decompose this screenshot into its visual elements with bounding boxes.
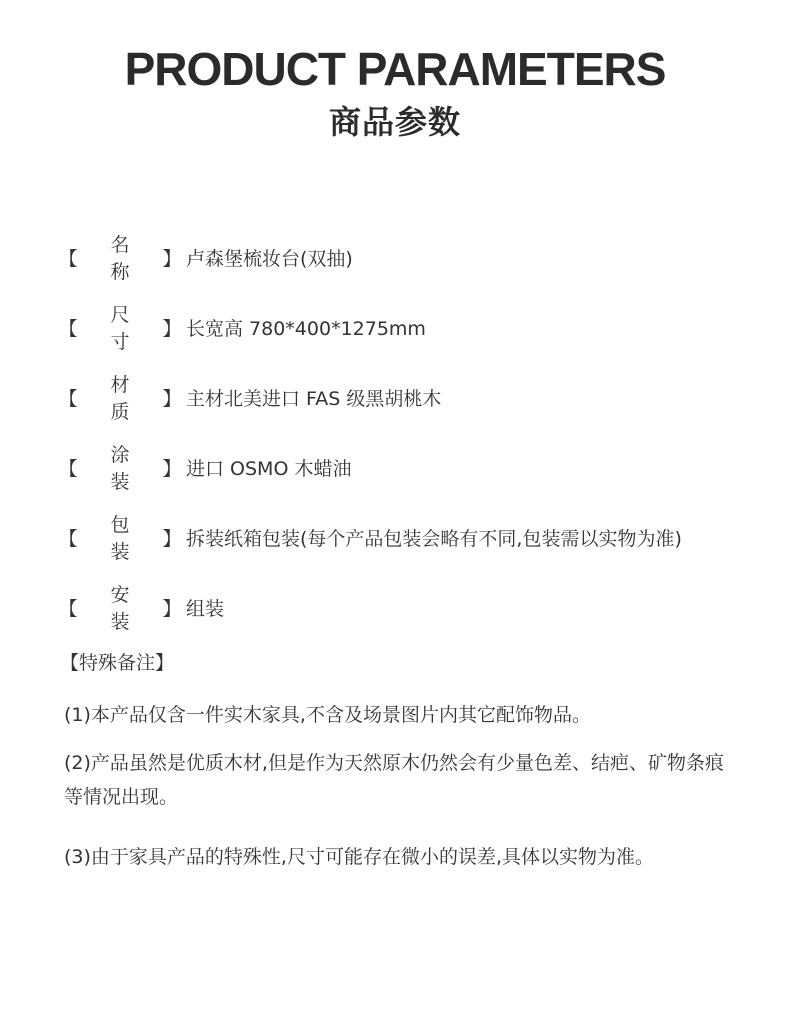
bracket-open: 【 (58, 597, 78, 620)
param-label (58, 510, 186, 564)
param-label (58, 580, 186, 634)
param-label (58, 440, 186, 494)
param-row-material (58, 362, 778, 432)
bracket-close: 】 (162, 387, 182, 410)
param-label (58, 300, 186, 354)
param-value: 拆装纸箱包装(每个产品包装会略有不同,包装需以实物为准) (186, 527, 682, 550)
param-label-text: 材质 (110, 374, 146, 423)
bracket-close: 】 (162, 317, 182, 340)
note-item: (1)本产品仅含一件实木家具,不含及场景图片内其它配饰物品。 (64, 704, 591, 726)
bracket-close: 】 (162, 527, 182, 550)
note-item: (2)产品虽然是优质木材,但是作为天然原木仍然会有少量色差、结疤、矿物条痕等情况出现。 (64, 752, 724, 808)
param-label-text: 名称 (110, 234, 146, 283)
bracket-open: 【 (58, 317, 78, 340)
param-row-installation (58, 572, 778, 642)
param-row-name (58, 222, 778, 292)
parameter-list (58, 222, 778, 642)
param-value: 组装 (186, 597, 225, 620)
param-row-packaging (58, 502, 778, 572)
notes-title: 【特殊备注】 (60, 652, 175, 674)
param-label-text: 包装 (110, 514, 146, 563)
note-item: (3)由于家具产品的特殊性,尺寸可能存在微小的误差,具体以实物为准。 (64, 846, 654, 868)
param-value: 主材北美进口 FAS 级黑胡桃木 (186, 387, 442, 410)
param-label-text: 涂装 (110, 444, 146, 493)
bracket-open: 【 (58, 387, 78, 410)
bracket-close: 】 (162, 457, 182, 480)
param-value: 卢森堡梳妆台(双抽) (186, 247, 353, 270)
param-value: 进口 OSMO 木蜡油 (186, 457, 352, 480)
bracket-close: 】 (162, 597, 182, 620)
param-label-text: 尺寸 (110, 304, 146, 353)
bracket-close: 】 (162, 247, 182, 270)
page-title-english: PRODUCT PARAMETERS (124, 43, 666, 95)
param-row-coating (58, 432, 778, 502)
page-title-chinese: 商品参数 (328, 103, 461, 141)
bracket-open: 【 (58, 247, 78, 270)
param-value: 长宽高 780*400*1275mm (186, 317, 426, 340)
param-label (58, 230, 186, 284)
param-row-size (58, 292, 778, 362)
bracket-open: 【 (58, 527, 78, 550)
param-label (58, 370, 186, 424)
param-label-text: 安装 (110, 584, 146, 633)
bracket-open: 【 (58, 457, 78, 480)
